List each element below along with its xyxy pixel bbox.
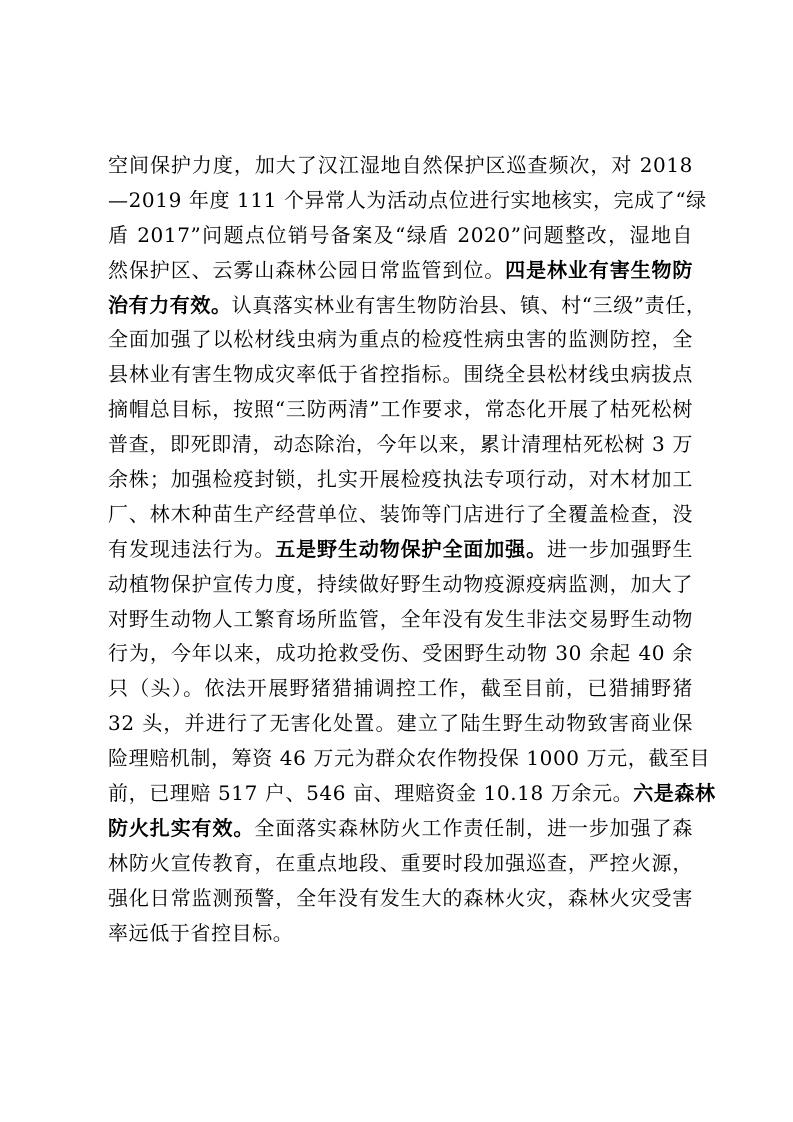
text-line (108, 846, 693, 881)
bold-heading-text: 防火扎实有效。 (108, 815, 255, 840)
body-text-run: 余株；加强检疫封锁，扎实开展检疫执法专项行动，对木材加工 (108, 467, 693, 492)
body-text (108, 148, 716, 950)
body-text-run: 认真落实林业有害生物防治县、镇、村“三级”责任， (231, 292, 707, 317)
body-text-run: 行为，今年以来，成功抢救受伤、受困野生动物 30 余起 40 余 (108, 641, 693, 666)
text-line (108, 427, 693, 462)
text-line (108, 916, 693, 951)
body-text-run: 普查，即死即清，动态除治，今年以来，累计清理枯死松树 3 万 (108, 432, 693, 457)
body-text-run: 全面落实森林防火工作责任制，进一步加强了森 (254, 815, 693, 840)
text-line (108, 392, 693, 427)
bold-heading-text: 六是森林 (633, 781, 716, 806)
text-line (108, 218, 693, 253)
body-text-run: 率远低于省控目标。 (108, 920, 294, 945)
text-line (108, 322, 693, 357)
text-line (108, 532, 693, 567)
text-line (108, 183, 707, 218)
text-line (108, 567, 693, 602)
text-line (108, 881, 693, 916)
text-line (108, 462, 693, 497)
text-line (108, 706, 693, 741)
body-text-run: 动植物保护宣传力度，持续做好野生动物疫源疫病监测，加大了 (108, 571, 693, 596)
body-text-run: 只（头）。依法开展野猪猎捕调控工作，截至目前，已猎捕野猪 (108, 676, 693, 701)
body-text-run: —2019 年度 111 个异常人为活动点位进行实地核实，完成了“绿 (108, 187, 707, 212)
text-line (108, 671, 693, 706)
body-text-run: 然保护区、云雾山森林公园日常监管到位。 (108, 257, 506, 282)
text-line (108, 357, 693, 392)
body-text-run: 厂、林木种苗生产经营单位、装饰等门店进行了全覆盖检查，没 (108, 501, 693, 526)
text-line (108, 602, 693, 637)
text-line (108, 497, 693, 532)
body-text-run: 县林业有害生物成灾率低于省控指标。围绕全县松材线虫病拔点 (108, 362, 693, 387)
body-text-run: 空间保护力度，加大了汉江湿地自然保护区巡查频次，对 2018 (108, 153, 693, 177)
bold-heading-text: 治有力有效。 (108, 292, 232, 317)
text-line (108, 636, 693, 671)
body-text-run: 险理赔机制，筹资 46 万元为群众农作物投保 1000 万元，截至目 (108, 746, 711, 771)
bold-heading-text: 四是林业有害生物防 (505, 257, 693, 282)
body-text-run: 盾 2017”问题点位销号备案及“绿盾 2020”问题整改，湿地自 (108, 222, 693, 247)
body-text-run: 进一步加强野生 (546, 536, 693, 561)
body-text-run: 摘帽总目标，按照“三防两清”工作要求，常态化开展了枯死松树 (108, 397, 693, 422)
text-line (108, 741, 711, 776)
body-text-run: 对野生动物人工繁育场所监管，全年没有发生非法交易野生动物 (108, 606, 693, 631)
text-line (108, 811, 693, 846)
body-text-run: 32 头，并进行了无害化处置。建立了陆生野生动物致害商业保 (108, 711, 693, 736)
body-text-run: 前，已理赔 517 户、546 亩、理赔资金 10.18 万余元。 (108, 781, 634, 806)
bold-heading-text: 五是野生动物保护全面加强。 (275, 536, 547, 561)
text-line (108, 148, 693, 183)
text-line (108, 253, 693, 288)
body-text-run: 林防火宣传教育，在重点地段、重要时段加强巡查，严控火源， (108, 850, 693, 875)
text-line (108, 776, 716, 811)
text-line (108, 288, 707, 323)
body-text-run: 有发现违法行为。 (108, 536, 276, 561)
body-text-run: 强化日常监测预警，全年没有发生大的森林火灾，森林火灾受害 (108, 885, 693, 910)
body-text-run: 全面加强了以松材线虫病为重点的检疫性病虫害的监测防控，全 (108, 327, 693, 352)
